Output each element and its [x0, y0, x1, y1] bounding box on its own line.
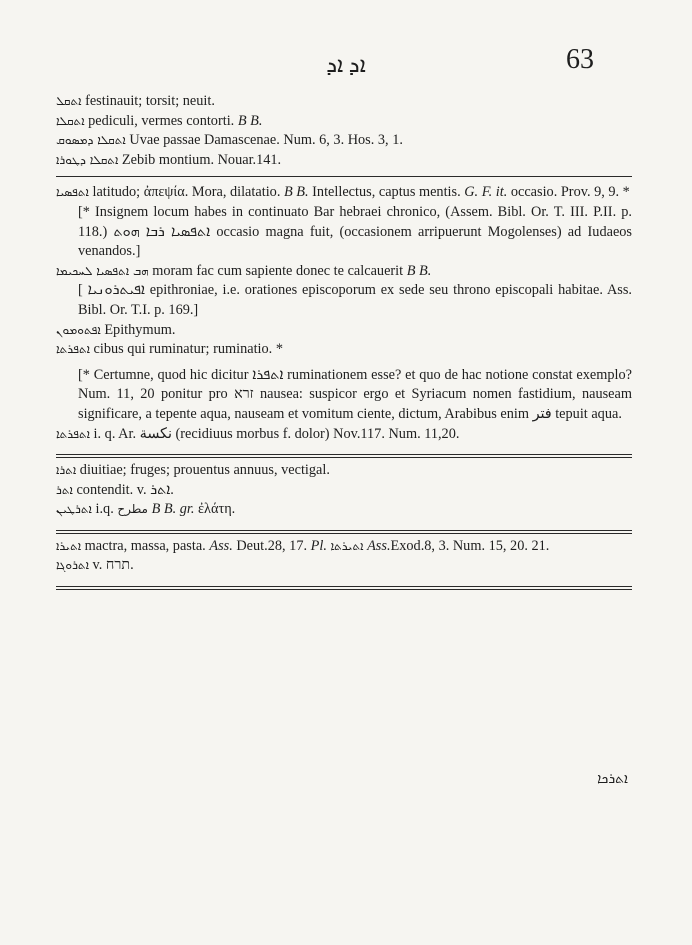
entry-text: moram fac cum sapiente donec te calcauerit [148, 262, 407, 279]
entry [56, 425, 632, 445]
entry [56, 92, 632, 112]
entry-text: pediculi, vermes contorti. [84, 112, 238, 129]
entry [56, 556, 632, 576]
catchword: ܐܬܪܟܐ [597, 771, 628, 787]
running-header: ܐܕ ܐܕ [326, 52, 366, 77]
entry-text: occasio. Prov. 9, 9. * [507, 184, 630, 201]
entry [56, 321, 632, 341]
source-ref: B B. [406, 262, 432, 279]
syriac-headword: ܐܬܪܘܓܐ [56, 558, 89, 573]
section-divider [56, 586, 632, 587]
source-ref: Ass. [367, 537, 391, 554]
syriac-word: ܐܬܝܪܬܐ [330, 538, 364, 553]
entry-text: v. תרח. [88, 557, 134, 574]
arabic-gloss: مطرح [117, 502, 148, 517]
entry-text: Zebib montium. Nouar.141. [118, 151, 282, 168]
source-ref: B B. [283, 184, 309, 201]
entry [56, 183, 632, 203]
syriac-headword: ܗܒ ܐܬܦܣܝܐ ܠܚܟܝܡܐ [56, 263, 149, 278]
section-divider [56, 530, 632, 531]
entry-text: Exod.8, 3. Num. 15, 20. 21. [390, 537, 550, 554]
syriac-headword: ܐܬܩܠܐ ܕܡܣܘܩ [56, 133, 126, 148]
syriac-headword: ܐܬܝܪܐ [56, 538, 82, 553]
syriac-headword: ܐܬܦܪܬܐ [56, 342, 90, 357]
entry-text: Uvae passae Damascenae. Num. 6, 3. Hos. 3, 1. [125, 132, 403, 149]
entry-text: latitudo; ἀπεψία. Mora, dilatatio. [88, 184, 284, 201]
source-ref: B B. gr. [151, 501, 195, 518]
syriac-headword: ܐܬܪܐ [56, 463, 77, 478]
entry-text: contendit. v. ܐܬܪ. [72, 481, 174, 498]
entry-text: i.q. [91, 501, 118, 518]
entry [56, 340, 632, 360]
entry-text: cibus qui ruminatur; ruminatio. * [89, 341, 283, 358]
entry-text: Epithymum. [100, 321, 176, 338]
entry [56, 537, 632, 557]
entry-text: ἐλάτη. [194, 501, 236, 518]
syriac-headword: ܐܬܦܣܝܐ [56, 185, 89, 200]
entry-text: Deut.28, 17. [232, 537, 311, 554]
syriac-headword: ܐܬܦܪܬܐ [56, 426, 90, 441]
entry [56, 262, 632, 282]
entry-text: Intellectus, captus mentis. [308, 184, 465, 201]
syriac-headword: ܐܬܩܠ [56, 94, 82, 108]
entry [56, 481, 632, 501]
source-ref: Pl. [310, 537, 327, 554]
source-ref: Ass. [209, 537, 233, 554]
entry-text: festinauit; torsit; neuit. [81, 93, 215, 109]
syriac-headword: ܐܬܪ [56, 482, 73, 497]
source-ref: B B. [237, 112, 263, 129]
entry [56, 500, 632, 520]
entry [56, 461, 632, 481]
section-divider [56, 454, 632, 455]
syriac-headword: ܐܬܪܛܝܢ [56, 502, 92, 517]
entry-text: i. q. Ar. نكسة (recidiuus morbus f. dolor) Nov.117. Num. 11,20. [89, 425, 460, 442]
editor-note: [* Insignem locum habes in continuato Bar hebraei chronico, (Assem. Bibl. Or. T. III. P.II. p. 118.) ܐܬܦܣܝܐ ܪܒܐ ܗܘܬ occasio magna fuit, (occasionem arripuerunt Mogolenses) ad Iudaeos venandos.] [78, 203, 633, 260]
section-divider [56, 176, 632, 177]
source-ref: G. F. it. [464, 184, 508, 201]
entry [56, 112, 632, 132]
entry-text: mactra, massa, pasta. [81, 537, 210, 554]
entry-text: diuitiae; fruges; prouentus annuus, vectigal. [76, 462, 330, 479]
editor-note: [* Certumne, quod hic dicitur ܐܬܦܪܐ ruminationem esse? et quo de hac notione constat exemplo? Num. 11, 20 ponitur pro זרא nausea: suspicor ergo et Syriacum nomen fastidium, nauseam significare, a tepente aqua, nauseam et vomitum ciente, dictum, Arabibus enim فتر tepuit aqua. [78, 366, 632, 422]
dictionary-body [56, 92, 632, 593]
syriac-headword: ܐܦܬܘܡܘܢ [56, 322, 101, 337]
syriac-headword: ܐܬܩܠܐ [56, 113, 85, 128]
entry [56, 151, 632, 171]
editor-note: [ ܐܦܝܬܪܘܢܝܐ epithroniae, i.e. orationes episcoporum ex sede seu throno episcopali habitae. Ass. Bibl. Or. T.I. p. 169.] [78, 282, 632, 318]
syriac-headword: ܐܬܩܠܐ ܕܛܘܪܐ [56, 152, 119, 167]
page-number: 63 [566, 44, 594, 75]
entry [56, 131, 632, 151]
